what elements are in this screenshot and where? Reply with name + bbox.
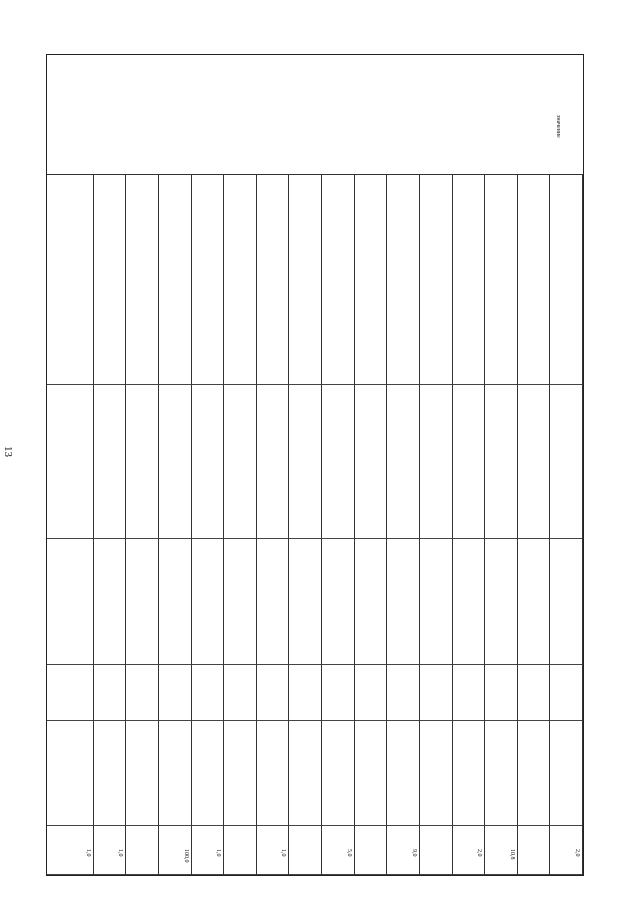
table-row xyxy=(485,175,518,875)
table-row xyxy=(289,175,322,875)
table-row xyxy=(453,175,486,875)
row-target-value: 10,8 xyxy=(508,849,515,860)
table-row xyxy=(355,175,388,875)
table-row xyxy=(61,175,94,875)
row-target-value: 9,0 xyxy=(410,849,417,857)
table-row xyxy=(159,175,192,875)
table-row xyxy=(420,175,453,875)
row-target-value: 1,0 xyxy=(84,849,91,857)
rotated-table xyxy=(46,54,584,876)
table-row xyxy=(550,175,583,875)
page-number: 13 xyxy=(2,446,14,457)
table-row xyxy=(192,175,225,875)
row-target-value: 100,0 xyxy=(182,849,189,863)
target-column-label: значение xyxy=(555,115,561,138)
row-target-value: 5,0 xyxy=(345,849,352,857)
table-row xyxy=(518,175,551,875)
row-target-value: 2,0 xyxy=(574,849,580,857)
table-row xyxy=(387,175,420,875)
table-row xyxy=(224,175,257,875)
table-row xyxy=(94,175,127,875)
row-target-value: 1,0 xyxy=(280,849,287,857)
table-header xyxy=(47,55,583,175)
table-row xyxy=(257,175,290,875)
table-row xyxy=(322,175,355,875)
row-target-value: 1,0 xyxy=(117,849,124,857)
row-target-value: 1,0 xyxy=(215,849,222,857)
table-grid xyxy=(47,55,583,875)
row-target-value: 2,0 xyxy=(476,849,483,857)
table-row xyxy=(126,175,159,875)
